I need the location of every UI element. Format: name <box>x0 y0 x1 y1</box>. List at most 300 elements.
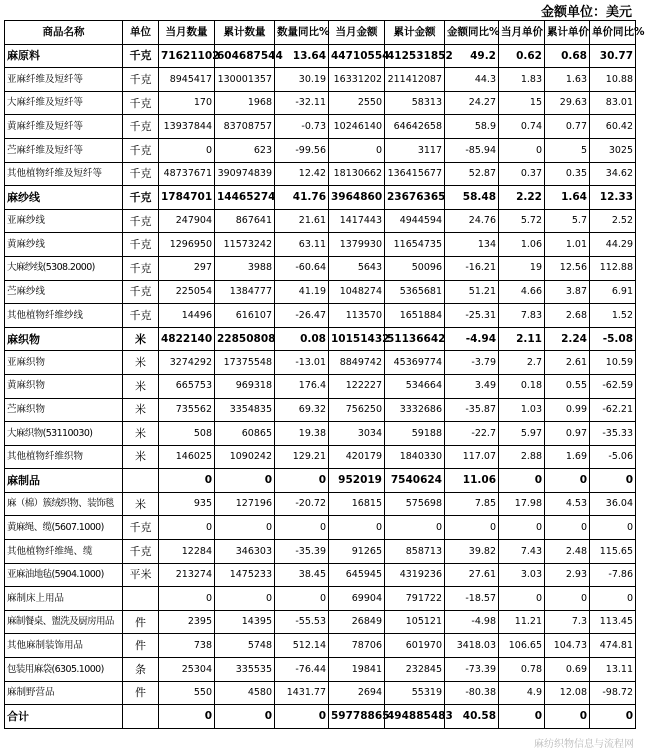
value-cell: 49.2 <box>445 44 499 68</box>
value-cell: 2.48 <box>545 540 590 564</box>
value-cell: 122227 <box>329 374 385 398</box>
value-cell: 0 <box>499 587 545 611</box>
value-cell: 858713 <box>385 540 445 564</box>
table-row <box>5 634 636 658</box>
value-cell: 12.42 <box>275 162 329 186</box>
column-header: 单位 <box>123 21 159 45</box>
value-cell: 0 <box>590 516 636 540</box>
value-cell: 134 <box>445 233 499 257</box>
value-cell: -76.44 <box>275 658 329 682</box>
value-cell: -62.21 <box>590 398 636 422</box>
value-cell: 4.9 <box>499 681 545 705</box>
value-cell: 2395 <box>159 610 215 634</box>
value-cell: 5 <box>545 138 590 162</box>
value-cell: 2550 <box>329 91 385 115</box>
table-row <box>5 138 636 162</box>
value-cell: 24.76 <box>445 209 499 233</box>
value-cell: 474.81 <box>590 634 636 658</box>
value-cell: 130001357 <box>215 68 275 92</box>
value-cell: 91265 <box>329 540 385 564</box>
value-cell: -80.38 <box>445 681 499 705</box>
value-cell: 7.83 <box>499 304 545 328</box>
value-cell: 14395 <box>215 610 275 634</box>
value-cell: 113.45 <box>590 610 636 634</box>
value-cell: -26.47 <box>275 304 329 328</box>
value-cell: 3354835 <box>215 398 275 422</box>
value-cell: 58.48 <box>445 186 499 210</box>
value-cell: 0 <box>275 705 329 729</box>
value-cell: 0.62 <box>499 44 545 68</box>
value-cell: 14496 <box>159 304 215 328</box>
value-cell: 0 <box>159 516 215 540</box>
value-cell: 2.93 <box>545 563 590 587</box>
value-cell: 494885483 <box>385 705 445 729</box>
value-cell: 738 <box>159 634 215 658</box>
value-cell: 14465274 <box>215 186 275 210</box>
value-cell: 0.18 <box>499 374 545 398</box>
value-cell: 30.77 <box>590 44 636 68</box>
value-cell: 50096 <box>385 256 445 280</box>
value-cell: 4319236 <box>385 563 445 587</box>
value-cell: 3117 <box>385 138 445 162</box>
value-cell: 0.35 <box>545 162 590 186</box>
value-cell: 13.64 <box>275 44 329 68</box>
table-row <box>5 422 636 446</box>
value-cell: 23676365 <box>385 186 445 210</box>
value-cell: 51136642 <box>385 327 445 351</box>
table-body <box>5 44 636 728</box>
value-cell: 0 <box>545 469 590 493</box>
value-cell: 412531852 <box>385 44 445 68</box>
value-cell: 1651884 <box>385 304 445 328</box>
value-cell: 0 <box>159 587 215 611</box>
column-header: 当月单价 <box>499 21 545 45</box>
value-cell: 0 <box>275 469 329 493</box>
value-cell: -62.59 <box>590 374 636 398</box>
value-cell: 0 <box>329 516 385 540</box>
value-cell: 1296950 <box>159 233 215 257</box>
table-row <box>5 516 636 540</box>
value-cell: 136415677 <box>385 162 445 186</box>
value-cell: 41.76 <box>275 186 329 210</box>
product-name-cell: 麻制品 <box>5 469 123 493</box>
value-cell: 41.19 <box>275 280 329 304</box>
table-row <box>5 304 636 328</box>
category-total-row <box>5 186 636 210</box>
unit-cell: 米 <box>123 492 159 516</box>
product-name-cell: 黄麻绳、缆(5607.1000) <box>5 516 123 540</box>
value-cell: 616107 <box>215 304 275 328</box>
unit-cell: 条 <box>123 658 159 682</box>
value-cell: 935 <box>159 492 215 516</box>
value-cell: 2.52 <box>590 209 636 233</box>
value-cell: 1.69 <box>545 445 590 469</box>
product-name-cell: 其他植物纤维及短纤等 <box>5 162 123 186</box>
table-row <box>5 681 636 705</box>
value-cell: 69.32 <box>275 398 329 422</box>
value-cell: 10.88 <box>590 68 636 92</box>
value-cell: 7.43 <box>499 540 545 564</box>
value-cell: -18.57 <box>445 587 499 611</box>
value-cell: 12284 <box>159 540 215 564</box>
table-row <box>5 540 636 564</box>
product-name-cell: 麻制野营品 <box>5 681 123 705</box>
product-name-cell: 亚麻油地毡(5904.1000) <box>5 563 123 587</box>
value-cell: 0 <box>329 138 385 162</box>
value-cell: 0 <box>385 516 445 540</box>
value-cell: 1431.77 <box>275 681 329 705</box>
value-cell: 1384777 <box>215 280 275 304</box>
value-cell: 38.45 <box>275 563 329 587</box>
value-cell: 44.3 <box>445 68 499 92</box>
value-cell: 29.63 <box>545 91 590 115</box>
value-cell: 0 <box>159 138 215 162</box>
value-cell: 2.88 <box>499 445 545 469</box>
value-cell: 0 <box>590 587 636 611</box>
value-cell: 19841 <box>329 658 385 682</box>
value-cell: 2.22 <box>499 186 545 210</box>
value-cell: 867641 <box>215 209 275 233</box>
product-name-cell: 其他植物纤维绳、缆 <box>5 540 123 564</box>
value-cell: 15 <box>499 91 545 115</box>
unit-cell: 千克 <box>123 304 159 328</box>
value-cell: 0 <box>499 138 545 162</box>
watermark: 麻纺织物信息与流程网 <box>534 739 634 750</box>
value-cell: 17375548 <box>215 351 275 375</box>
value-cell: 0.68 <box>545 44 590 68</box>
value-cell: 0 <box>545 587 590 611</box>
table-row <box>5 115 636 139</box>
category-total-row <box>5 327 636 351</box>
value-cell: 63.11 <box>275 233 329 257</box>
value-cell: 5748 <box>215 634 275 658</box>
table-row <box>5 492 636 516</box>
value-cell: 225054 <box>159 280 215 304</box>
product-name-cell: 大麻纱线(5308.2000) <box>5 256 123 280</box>
value-cell: 1090242 <box>215 445 275 469</box>
value-cell: 13937844 <box>159 115 215 139</box>
value-cell: 3964860 <box>329 186 385 210</box>
value-cell: 952019 <box>329 469 385 493</box>
product-name-cell: 苎麻纤维及短纤等 <box>5 138 123 162</box>
value-cell: 1417443 <box>329 209 385 233</box>
value-cell: 60.42 <box>590 115 636 139</box>
value-cell: 71621102 <box>159 44 215 68</box>
value-cell: 1.01 <box>545 233 590 257</box>
value-cell: 10151432 <box>329 327 385 351</box>
value-cell: -0.73 <box>275 115 329 139</box>
product-name-cell: 大麻纤维及短纤等 <box>5 91 123 115</box>
value-cell: 665753 <box>159 374 215 398</box>
value-cell: -25.31 <box>445 304 499 328</box>
value-cell: 5.72 <box>499 209 545 233</box>
value-cell: 0 <box>215 469 275 493</box>
value-cell: 3.49 <box>445 374 499 398</box>
value-cell: 170 <box>159 91 215 115</box>
value-cell: 69904 <box>329 587 385 611</box>
column-header: 累计单价 <box>545 21 590 45</box>
value-cell: -3.79 <box>445 351 499 375</box>
currency-unit-note: 金额单位：美元 <box>540 5 632 20</box>
value-cell: -20.72 <box>275 492 329 516</box>
product-name-cell: 黄麻织物 <box>5 374 123 398</box>
value-cell: 0 <box>159 705 215 729</box>
value-cell: 34.62 <box>590 162 636 186</box>
product-name-cell: 亚麻织物 <box>5 351 123 375</box>
value-cell: -98.72 <box>590 681 636 705</box>
value-cell: 52.87 <box>445 162 499 186</box>
unit-cell: 米 <box>123 398 159 422</box>
unit-cell: 米 <box>123 351 159 375</box>
value-cell: -7.86 <box>590 563 636 587</box>
value-cell: 335535 <box>215 658 275 682</box>
value-cell: 297 <box>159 256 215 280</box>
value-cell: 0 <box>215 516 275 540</box>
value-cell: 0.74 <box>499 115 545 139</box>
value-cell: 11573242 <box>215 233 275 257</box>
value-cell: 16815 <box>329 492 385 516</box>
product-name-cell: 苎麻纱线 <box>5 280 123 304</box>
value-cell: 5.97 <box>499 422 545 446</box>
value-cell: 146025 <box>159 445 215 469</box>
value-cell: 735562 <box>159 398 215 422</box>
value-cell: 3332686 <box>385 398 445 422</box>
value-cell: -99.56 <box>275 138 329 162</box>
unit-cell: 件 <box>123 610 159 634</box>
value-cell: 30.19 <box>275 68 329 92</box>
unit-cell: 千克 <box>123 540 159 564</box>
value-cell: 1.64 <box>545 186 590 210</box>
value-cell: 3.03 <box>499 563 545 587</box>
value-cell: 247904 <box>159 209 215 233</box>
value-cell: 0 <box>275 516 329 540</box>
unit-cell: 平米 <box>123 563 159 587</box>
value-cell: 0.08 <box>275 327 329 351</box>
unit-cell: 千克 <box>123 162 159 186</box>
unit-cell <box>123 587 159 611</box>
value-cell: 13.11 <box>590 658 636 682</box>
product-name-cell: 大麻织物(53110030) <box>5 422 123 446</box>
value-cell: 12.56 <box>545 256 590 280</box>
value-cell: 26849 <box>329 610 385 634</box>
value-cell: 1.52 <box>590 304 636 328</box>
value-cell: 58.9 <box>445 115 499 139</box>
value-cell: 0 <box>499 705 545 729</box>
value-cell: 19 <box>499 256 545 280</box>
value-cell: -35.33 <box>590 422 636 446</box>
table-row <box>5 658 636 682</box>
table-row <box>5 162 636 186</box>
value-cell: -35.87 <box>445 398 499 422</box>
table-row <box>5 563 636 587</box>
value-cell: 25304 <box>159 658 215 682</box>
unit-cell: 米 <box>123 445 159 469</box>
value-cell: 0.77 <box>545 115 590 139</box>
product-name-cell: 麻制餐桌、盥洗及厨房用品 <box>5 610 123 634</box>
product-name-cell: 包装用麻袋(6305.1000) <box>5 658 123 682</box>
value-cell: 2.7 <box>499 351 545 375</box>
product-name-cell: 其他植物纤维织物 <box>5 445 123 469</box>
table-row <box>5 280 636 304</box>
value-cell: 211412087 <box>385 68 445 92</box>
unit-cell <box>123 705 159 729</box>
table-row <box>5 398 636 422</box>
value-cell: 4.53 <box>545 492 590 516</box>
column-header: 当月数量 <box>159 21 215 45</box>
value-cell: 623 <box>215 138 275 162</box>
value-cell: 4822140 <box>159 327 215 351</box>
column-header: 当月金额 <box>329 21 385 45</box>
value-cell: 4944594 <box>385 209 445 233</box>
value-cell: 756250 <box>329 398 385 422</box>
unit-cell: 米 <box>123 327 159 351</box>
value-cell: 1.83 <box>499 68 545 92</box>
value-cell: 64642658 <box>385 115 445 139</box>
value-cell: 1840330 <box>385 445 445 469</box>
value-cell: 7.3 <box>545 610 590 634</box>
unit-cell: 千克 <box>123 256 159 280</box>
value-cell: 129.21 <box>275 445 329 469</box>
value-cell: 2.61 <box>545 351 590 375</box>
unit-cell: 件 <box>123 634 159 658</box>
value-cell: 10.59 <box>590 351 636 375</box>
value-cell: 0.37 <box>499 162 545 186</box>
value-cell: 21.61 <box>275 209 329 233</box>
product-name-cell: 黄麻纤维及短纤等 <box>5 115 123 139</box>
unit-cell: 米 <box>123 422 159 446</box>
value-cell: -32.11 <box>275 91 329 115</box>
value-cell: 36.04 <box>590 492 636 516</box>
product-name-cell: 麻织物 <box>5 327 123 351</box>
value-cell: 0 <box>159 469 215 493</box>
value-cell: 19.38 <box>275 422 329 446</box>
value-cell: 2.24 <box>545 327 590 351</box>
value-cell: -73.39 <box>445 658 499 682</box>
value-cell: 10246140 <box>329 115 385 139</box>
unit-cell: 千克 <box>123 209 159 233</box>
value-cell: 3274292 <box>159 351 215 375</box>
table-row <box>5 610 636 634</box>
column-header: 商品名称 <box>5 21 123 45</box>
value-cell: 0.78 <box>499 658 545 682</box>
table-row <box>5 374 636 398</box>
value-cell: 106.65 <box>499 634 545 658</box>
product-name-cell: 亚麻纤维及短纤等 <box>5 68 123 92</box>
product-name-cell: 亚麻纱线 <box>5 209 123 233</box>
table-row <box>5 68 636 92</box>
value-cell: 113570 <box>329 304 385 328</box>
hemp-trade-table <box>4 20 645 729</box>
value-cell: 575698 <box>385 492 445 516</box>
value-cell: 2.68 <box>545 304 590 328</box>
value-cell: -5.06 <box>590 445 636 469</box>
value-cell: 48737671 <box>159 162 215 186</box>
value-cell: -85.94 <box>445 138 499 162</box>
value-cell: 3418.03 <box>445 634 499 658</box>
value-cell: 7540624 <box>385 469 445 493</box>
value-cell: 0 <box>215 587 275 611</box>
value-cell: -55.53 <box>275 610 329 634</box>
value-cell: -13.01 <box>275 351 329 375</box>
product-name-cell: 黄麻纱线 <box>5 233 123 257</box>
unit-cell: 件 <box>123 681 159 705</box>
category-total-row <box>5 705 636 729</box>
value-cell: 83.01 <box>590 91 636 115</box>
value-cell: 44710554 <box>329 44 385 68</box>
product-name-cell: 麻纱线 <box>5 186 123 210</box>
product-name-cell: 其他植物纤维纱线 <box>5 304 123 328</box>
value-cell: 0 <box>445 516 499 540</box>
value-cell: 1.63 <box>545 68 590 92</box>
value-cell: 58313 <box>385 91 445 115</box>
value-cell: 18130662 <box>329 162 385 186</box>
value-cell: 0.97 <box>545 422 590 446</box>
value-cell: 5.7 <box>545 209 590 233</box>
value-cell: 512.14 <box>275 634 329 658</box>
value-cell: 11.06 <box>445 469 499 493</box>
value-cell: 0.55 <box>545 374 590 398</box>
value-cell: -35.39 <box>275 540 329 564</box>
value-cell: 6.91 <box>590 280 636 304</box>
unit-cell: 千克 <box>123 68 159 92</box>
value-cell: 0.99 <box>545 398 590 422</box>
value-cell: 45369774 <box>385 351 445 375</box>
unit-cell: 千克 <box>123 138 159 162</box>
value-cell: 59188 <box>385 422 445 446</box>
value-cell: -16.21 <box>445 256 499 280</box>
table-row <box>5 91 636 115</box>
value-cell: 104.73 <box>545 634 590 658</box>
value-cell: -60.64 <box>275 256 329 280</box>
value-cell: 3988 <box>215 256 275 280</box>
value-cell: 4580 <box>215 681 275 705</box>
value-cell: 1048274 <box>329 280 385 304</box>
column-header: 金额同比% <box>445 21 499 45</box>
value-cell: 420179 <box>329 445 385 469</box>
value-cell: 127196 <box>215 492 275 516</box>
value-cell: 645945 <box>329 563 385 587</box>
column-header: 单价同比% <box>590 21 636 45</box>
table-row <box>5 587 636 611</box>
value-cell: 0 <box>545 705 590 729</box>
value-cell: 3.87 <box>545 280 590 304</box>
value-cell: 213274 <box>159 563 215 587</box>
category-total-row <box>5 44 636 68</box>
value-cell: -5.08 <box>590 327 636 351</box>
value-cell: 51.21 <box>445 280 499 304</box>
value-cell: 27.61 <box>445 563 499 587</box>
value-cell: 1.06 <box>499 233 545 257</box>
value-cell: 60865 <box>215 422 275 446</box>
value-cell: 2.11 <box>499 327 545 351</box>
unit-cell: 米 <box>123 374 159 398</box>
value-cell: 0.69 <box>545 658 590 682</box>
value-cell: 1475233 <box>215 563 275 587</box>
value-cell: 39.82 <box>445 540 499 564</box>
value-cell: -4.98 <box>445 610 499 634</box>
product-name-cell: 麻原料 <box>5 44 123 68</box>
column-header: 累计数量 <box>215 21 275 45</box>
value-cell: 16331202 <box>329 68 385 92</box>
product-name-cell: 麻（棉）簇绒织物、装饰毯 <box>5 492 123 516</box>
value-cell: 0 <box>590 469 636 493</box>
value-cell: 534664 <box>385 374 445 398</box>
unit-cell: 千克 <box>123 233 159 257</box>
unit-cell: 千克 <box>123 186 159 210</box>
value-cell: 969318 <box>215 374 275 398</box>
value-cell: 390974839 <box>215 162 275 186</box>
value-cell: 0 <box>499 469 545 493</box>
